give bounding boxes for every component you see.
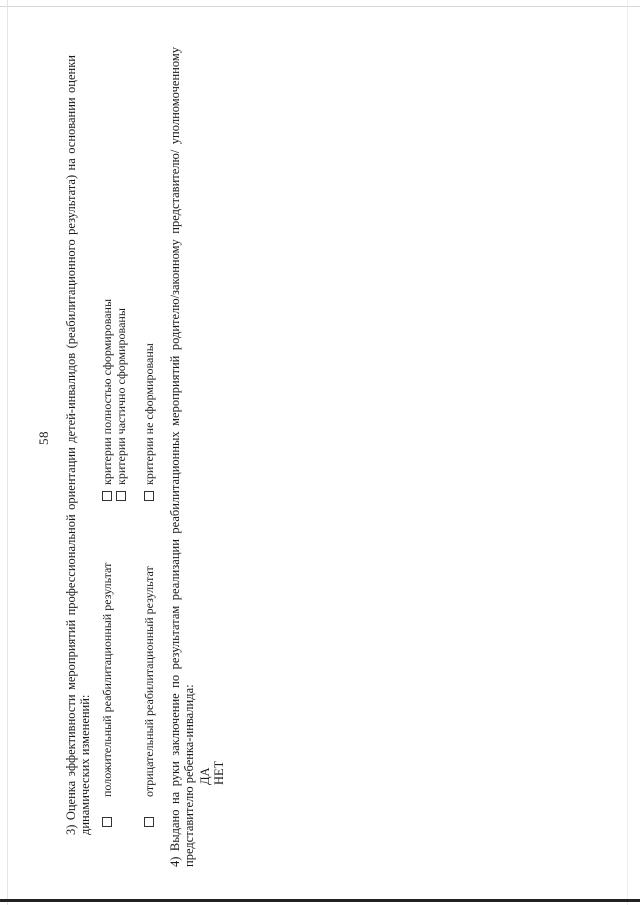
option-positive-result [100,563,114,827]
answer-no[interactable]: НЕТ [212,760,226,785]
answer-yes[interactable]: ДА [198,767,212,785]
empty-checkbox-icon[interactable] [102,817,112,827]
page-number: 58 [36,431,51,445]
criteria-full [100,299,114,501]
empty-checkbox-icon[interactable] [102,491,112,501]
option-negative-label: отрицательный реабилитационный результат [142,566,156,797]
empty-checkbox-icon[interactable] [116,491,126,501]
option-positive-label: положительный реабилитационный результат [100,562,114,797]
empty-checkbox-icon[interactable] [144,817,154,827]
question-3-text: 3) Оценка эффективности мероприятий профессиональной ориентации детей-инвалидов (реабилитационного результата) на основании оценки динамических изменений: [64,55,92,835]
question-4-text: 4) Выдано на руки заключение по результатам реализации реабилитационных мероприятий родителю/законному представителю/ уполномоченному представителю ребенка-инвалида: [168,47,196,867]
criteria-full-label: критерии полностью сформированы [100,298,114,485]
empty-checkbox-icon[interactable] [144,491,154,501]
option-negative-result [142,566,156,827]
criteria-partial-label: критерии частично сформированы [114,308,128,485]
criteria-none [142,343,156,501]
criteria-partial [114,308,128,501]
criteria-none-label: критерии не сформированы [142,343,156,485]
